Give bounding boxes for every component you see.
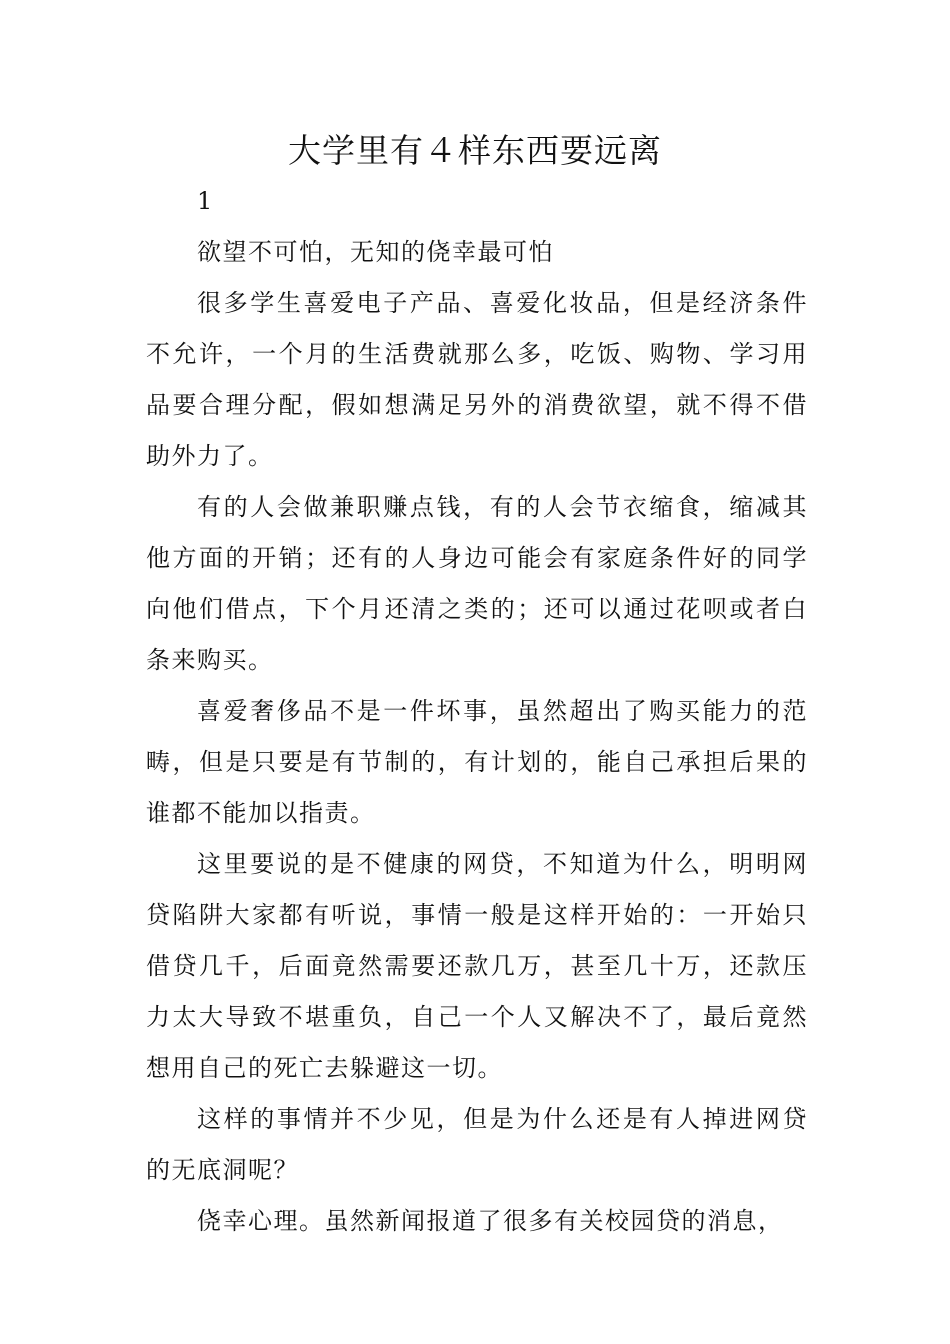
document-body <box>146 176 808 1247</box>
paragraph: 有的人会做兼职赚点钱，有的人会节衣缩食，缩减其他方面的开销；还有的人身边可能会有家庭条件好的同学向他们借点，下个月还清之类的；还可以通过花呗或者白条来购买。 <box>146 493 808 674</box>
section-heading: 欲望不可怕，无知的侥幸最可怕 <box>197 238 554 266</box>
paragraph: 很多学生喜爱电子产品、喜爱化妆品，但是经济条件不允许，一个月的生活费就那么多，吃饭、购物、学习用品要合理分配，假如想满足另外的消费欲望，就不得不借助外力了。 <box>146 289 808 470</box>
paragraph: 这里要说的是不健康的网贷，不知道为什么，明明网贷陷阱大家都有听说，事情一般是这样开始的：一开始只借贷几千，后面竟然需要还款几万，甚至几十万，还款压力太大导致不堪重负，自己一个人又解决不了，最后竟然想用自己的死亡去躲避这一切。 <box>146 850 808 1082</box>
section-number: 1 <box>197 187 214 215</box>
document-title: 大学里有４样东西要远离 <box>288 131 662 170</box>
paragraph: 侥幸心理。虽然新闻报道了很多有关校园贷的消息， <box>197 1207 784 1235</box>
paragraph: 喜爱奢侈品不是一件坏事，虽然超出了购买能力的范畴，但是只要是有节制的，有计划的，能自己承担后果的谁都不能加以指责。 <box>146 697 808 827</box>
paragraph: 这样的事情并不少见，但是为什么还是有人掉进网贷的无底洞呢？ <box>146 1105 808 1184</box>
